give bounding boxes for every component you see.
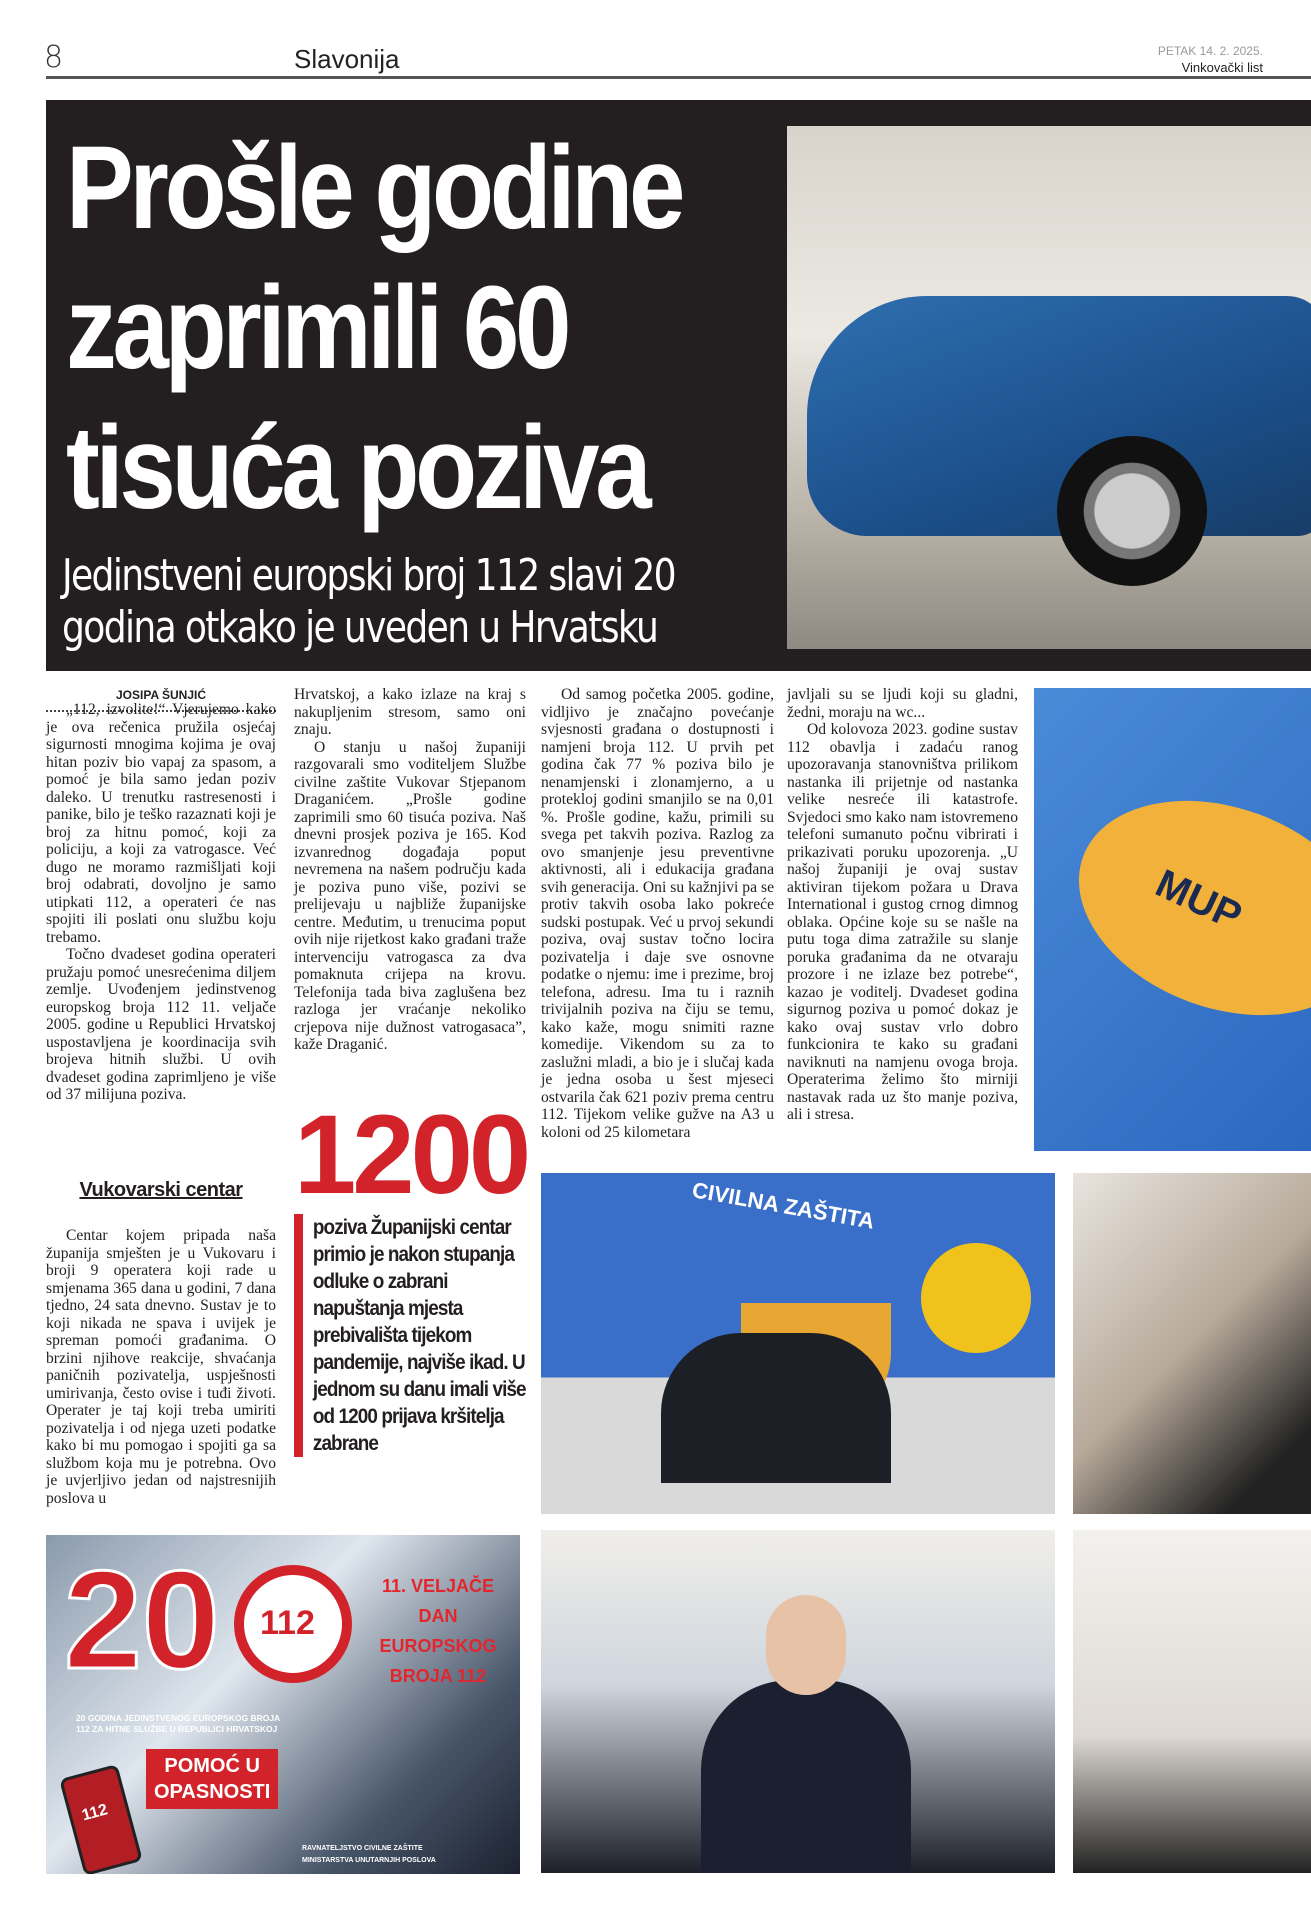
operator-desk-photo <box>1073 1530 1311 1873</box>
highlight-number: 1200 <box>294 1092 528 1217</box>
poster-cta-line: POMOĆ U <box>164 1755 260 1777</box>
page-number: 8 <box>44 40 64 75</box>
poster-big-number: 20 <box>64 1541 220 1698</box>
newspaper-name: Vinkovački list <box>1181 60 1263 75</box>
operator-figure <box>701 1680 911 1873</box>
poster-title <box>360 1571 516 1691</box>
police-car-photo <box>787 126 1311 649</box>
paragraph: Centar kojem pripada naša županija smješten je u Vukovaru i broji 9 operatera koji rade u smjenama 365 dana u godini, 7 dana tjedno, 24 sata dnevno. Sustav je to koji nikada ne spava i uvijek je spreman pomoći građanima. O brzini njihove reakcije, shvaćanja paničnih pozivatelja, uspješnosti umirivanja, često ovise i tuđi životi. Operater je taj koji treba umiriti pozivatelja i od njega uzeti podatke kako bi mu pomogao i spojiti ga sa službom koja mu je potrebna. Ovo je uvjerljivo jedan od najstresnijih poslova u <box>46 1227 276 1507</box>
paragraph: javljali su se ljudi koji su gladni, žedni, moraju na wc... <box>787 686 1018 721</box>
column-2 <box>294 686 526 1054</box>
paragraph: „112, izvolite!“ Vjerujemo kako je ova rečenica pružila osjećaj sigurnosti mnogima kojima je ovaj hitan poziv bio vapaj za spasom, a pomoć je bila samo jedan poziv daleko. U trenutku rastresenosti i panike, bilo je teško razaznati koji je broj za hitnu pomoć, koji za policiju, a koji za vatrogasce. Već dugo ne moramo razmišljati koji broj odabrati, dovoljno je samo utipkati 112, a operateri će nas spojiti ili poslati onu službu koju trebamo. <box>46 701 276 946</box>
paragraph: O stanju u našoj županiji razgovarali smo voditeljem Službe civilne zaštite Vukovar Stjepanom Draganićem. „Prošle godine zaprimili smo 60 tisuća poziva. Naš dnevni prosjek poziva je 165. Kod izvanrednog događaja poput nevremena na našem području kada je poziva puno više, pozivi se prelijevaju u najbliže županijske centre. Međutim, u trenucima poput ovih nije rijetkost kako građani traže intervenciju vatrogasca za dva pomaknuta crijepa na krovu. Telefonija tada biva zaglušena bez razloga jer vraćanje nekoliko crjepova nije dužnost vatrogasaca”, kaže Draganić. <box>294 738 526 1053</box>
column-1-continued <box>46 1227 276 1507</box>
byline: JOSIPA ŠUNJIĆ <box>46 688 276 712</box>
operator-headset-photo <box>541 1530 1055 1873</box>
poster-caption-line: 20 GODINA JEDINSTVENOG EUROPSKOG BROJA <box>76 1713 281 1723</box>
column-4 <box>787 686 1018 1124</box>
wall-text: CIVILNA ZAŠTITA <box>690 1177 877 1234</box>
mup-label: MUP <box>1149 861 1249 939</box>
poster-date: 11. VELJAČE <box>381 1576 495 1596</box>
poster-title-line: DAN <box>418 1606 458 1626</box>
poster-title-line: BROJA 112 <box>389 1666 487 1686</box>
civil-protection-sign-icon <box>921 1243 1031 1353</box>
subheading: Vukovarski centar <box>79 1179 243 1201</box>
pull-quote: poziva Županijski centar primio je nakon stupanja odluke o zabrani napuštanja mjesta prebivališta tijekom pandemije, najviše ikad. U jednom su danu imali više od 1200 prijava kršitelja zabrane <box>294 1214 526 1457</box>
car-wheel <box>1057 436 1207 586</box>
poster-cta <box>146 1749 278 1809</box>
paragraph: Hrvatskoj, a kako izlaze na kraj s nakupljenim stresom, samo oni znaju. <box>294 686 526 738</box>
headline <box>66 118 788 538</box>
112-anniversary-poster <box>46 1535 520 1874</box>
officer-figure <box>661 1333 891 1483</box>
poster-org <box>302 1843 436 1867</box>
headline-line: zaprimili 60 <box>66 262 568 394</box>
paragraph: Od kolovoza 2023. godine sustav 112 obavlja i zadaću ranog upozoravanja stanovništva prilikom nastanka ili prijetnje od nastanka velike nesreće ili katastrofe. Svjedoci smo kako nam istovremeno telefoni sumanuto počnu vibrirati i prikazivati poruku upozorenja. „U našoj županiji je ovaj sustav aktiviran tijekom požara u Drava International i gustog crnog dimnog oblaka. Općine koje su se našle na putu toga dima zatražile su slanje poruka građanima da ne otvaraju prozore i ne izlaze bez potrebe“, kazao je voditelj. Dvadeset godina sigurnog poziva u pomoć dokaz je kako ovaj sustav vrlo dobro funkcionira te kako su građani naviknuti na namjenu ovoga broja. Operaterima želimo što mirniji nastavak rada uz što manje poziva, ali i stresa. <box>787 721 1018 1123</box>
subtitle-line: Jedinstveni europski broj 112 slavi 20 <box>62 550 675 601</box>
poster-org-line: RAVNATELJSTVO CIVILNE ZAŠTITE <box>302 1845 423 1852</box>
column-3 <box>541 686 774 1141</box>
paragraph: Točno dvadeset godina operateri pružaju pomoć unesrećenima diljem zemlje. Uvođenjem jedinstvenog europskog broja 112 11. veljače 2005. godine u Republici Hrvatskoj uspostavljena je koordinacija svih brojeva hitnih službi. U ovih dvadeset godina zaprimljeno je više od 37 milijuna poziva. <box>46 946 276 1103</box>
headline-line: tisuća poziva <box>66 402 648 534</box>
subtitle <box>62 550 816 654</box>
poster-title-line: EUROPSKOG <box>379 1636 497 1656</box>
operator-woman-photo <box>1073 1173 1311 1514</box>
operator-face <box>766 1595 846 1695</box>
column-1 <box>46 701 276 1104</box>
phone-number: 112 <box>80 1801 110 1825</box>
headline-line: Prošle godine <box>66 122 682 254</box>
poster-org-line: MINISTARSTVA UNUTARNJIH POSLOVA <box>302 1857 436 1864</box>
header-rule <box>46 76 1311 79</box>
poster-caption <box>76 1713 280 1735</box>
mup-emblem-photo <box>1034 688 1311 1151</box>
subtitle-line: godina otkako je uveden u Hrvatsku <box>62 602 658 653</box>
poster-logo-number: 112 <box>260 1604 315 1642</box>
paragraph: Od samog početka 2005. godine, vidljivo je značajno povećanje svjesnosti građana o dostupnosti i namjeni broja 112. U prvih pet godina čak 77 % poziva bilo je nenamjenski i zlonamjerno, a u protekloj godini smanjilo se na 0,01 %. Prošle godine, kažu, primili su svega pet takvih poziva. Razlog za ovo smanjenje jesu preventivne aktivnosti, ali i edukacija građana svih generacija. Oni su kažnjivi pa se protiv takvih osoba lako pokreće sudski postupak. Već u prvoj sekundi poziva, ovaj sustav točno locira pozivatelja i daje sve osnovne podatke o njemu: ime i prezime, broj telefona, adresu. Ima tu i raznih trivijalnih poziva na čiju se temu, kako kaže, mogu snimiti razne komedije. Vikendom su za to zaslužni mladi, a bio je i slučaj kada je jedna osoba u šest mjeseci ostvarila čak 621 poziv prema centru 112. Tijekom velike gužve na A3 u koloni od 25 kilometara <box>541 686 774 1141</box>
phone-icon <box>59 1764 143 1874</box>
poster-caption-line: 112 ZA HITNE SLUŽBE U REPUBLICI HRVATSKOJ <box>76 1724 278 1734</box>
issue-date: PETAK 14. 2. 2025. <box>1157 44 1263 58</box>
poster-cta-line: OPASNOSTI <box>154 1781 271 1803</box>
civil-protection-head-photo <box>541 1173 1055 1514</box>
section-title: Slavonija <box>294 44 400 74</box>
